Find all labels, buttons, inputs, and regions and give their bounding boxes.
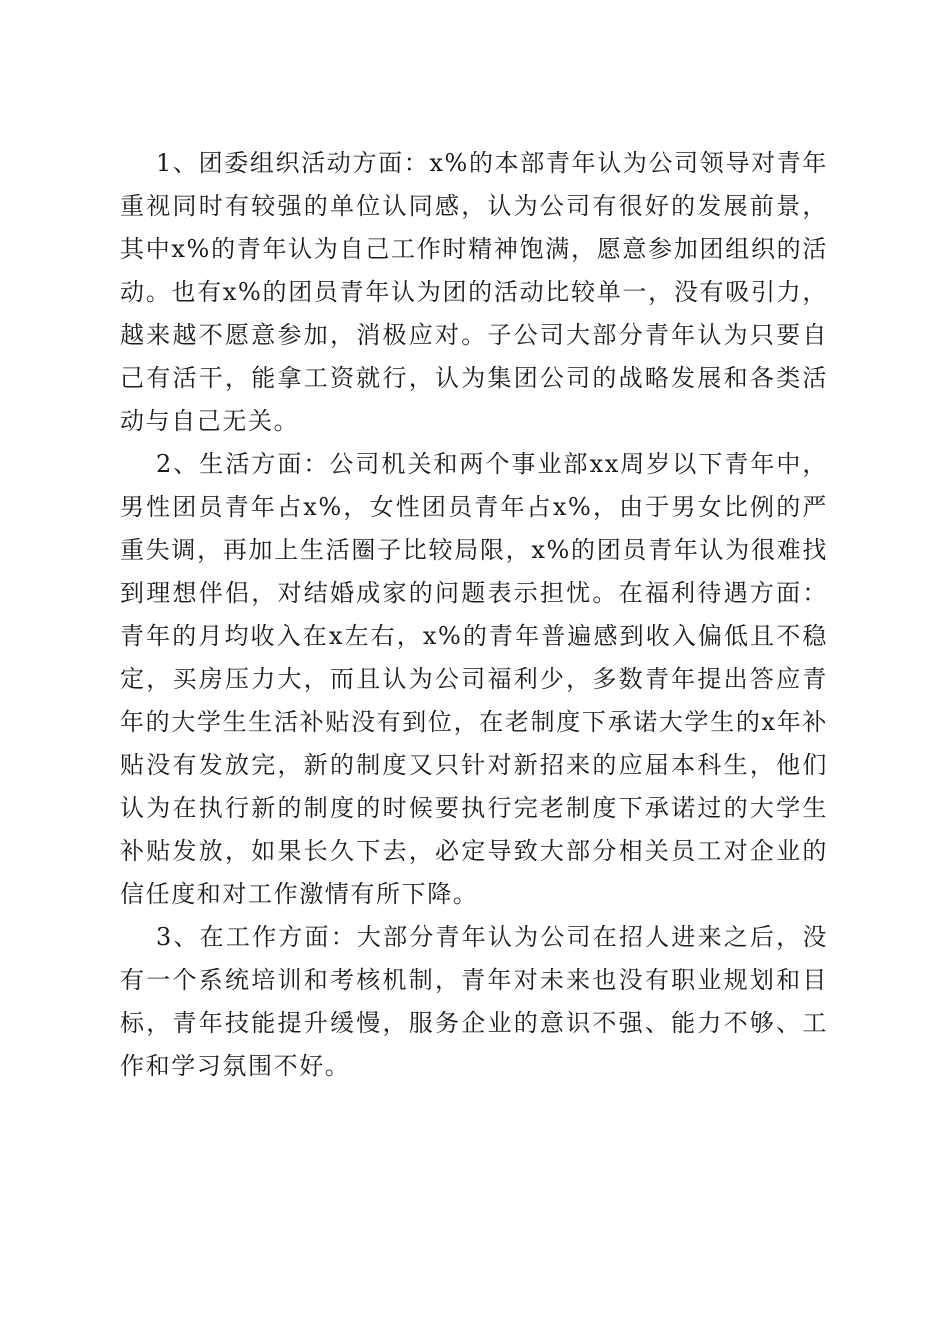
- document-body: [120, 142, 828, 1088]
- paragraph-work-conditions: 3、在工作方面：大部分青年认为公司在招人进来之后，没有一个系统培训和考核机制，青年对未来也没有职业规划和目标，青年技能提升缓慢，服务企业的意识不强、能力不够、工作和学习氛围不好。: [120, 923, 828, 1080]
- paragraph-living-conditions: 2、生活方面：公司机关和两个事业部xx周岁以下青年中，男性团员青年占x%，女性团员青年占x%，由于男女比例的严重失调，再加上生活圈子比较局限，x%的团员青年认为很难找到理想伴侣，对结婚成家的问题表示担忧。在福利待遇方面：青年的月均收入在x左右，x%的青年普遍感到收入偏低且不稳定，买房压力大，而且认为公司福利少，多数青年提出答应青年的大学生生活补贴没有到位，在老制度下承诺大学生的x年补贴没有发放完，新的制度又只针对新招来的应届本科生，他们认为在执行新的制度的时候要执行完老制度下承诺过的大学生补贴发放，如果长久下去，必定导致大部分相关员工对企业的信任度和对工作激情有所下降。: [120, 450, 828, 908]
- paragraph-youth-league-activities: 1、团委组织活动方面：x%的本部青年认为公司领导对青年重视同时有较强的单位认同感，认为公司有很好的发展前景，其中x%的青年认为自己工作时精神饱满，愿意参加团组织的活动。也有x%的团员青年认为团的活动比较单一，没有吸引力，越来越不愿意参加，消极应对。子公司大部分青年认为只要自己有活干，能拿工资就行，认为集团公司的战略发展和各类活动与自己无关。: [120, 149, 828, 435]
